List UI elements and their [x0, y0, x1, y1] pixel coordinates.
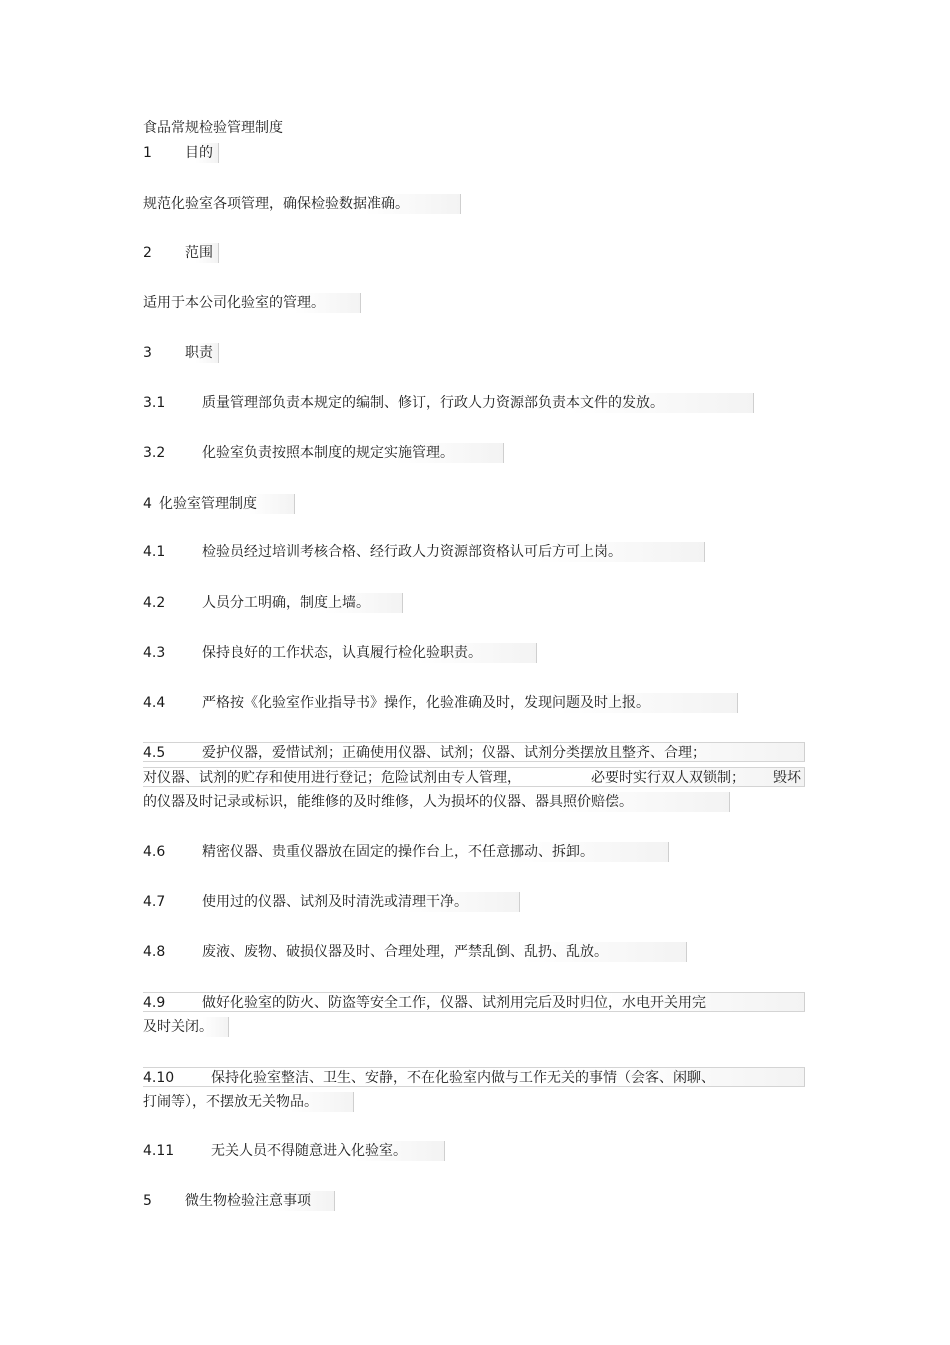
clause-4-5-line-3: 的仪器及时记录或标识，能维修的及时维修，人为损坏的仪器、器具照价赔偿。 — [143, 792, 730, 812]
section-2-heading — [143, 243, 219, 263]
section-4-heading — [143, 494, 295, 514]
clause-text: 使用过的仪器、试剂及时清洗或清理干净。 — [202, 894, 468, 910]
clause-4-9-line-1 — [143, 992, 805, 1012]
clause-4-10-line-2: 打闹等），不摆放无关物品。 — [143, 1092, 354, 1112]
section-1-heading — [143, 143, 219, 163]
section-number: 1 — [143, 145, 152, 161]
section-label: 化验室管理制度 — [159, 496, 257, 512]
clause-4-1 — [143, 542, 705, 562]
clause-text-part-c: 毁坏 — [773, 770, 801, 786]
clause-4-5-line-2 — [143, 767, 805, 787]
clause-number: 3.1 — [143, 395, 166, 411]
clause-text: 保持良好的工作状态，认真履行检化验职责。 — [202, 645, 482, 661]
clause-3-2 — [143, 443, 504, 463]
section-label: 职责 — [185, 345, 213, 361]
clause-3-1 — [143, 393, 754, 413]
clause-number: 4.9 — [143, 995, 166, 1011]
section-3-heading — [143, 343, 219, 363]
clause-number: 4.4 — [143, 695, 166, 711]
clause-number: 4.5 — [143, 745, 166, 761]
clause-number: 4.10 — [143, 1070, 175, 1086]
clause-4-2 — [143, 593, 403, 613]
section-label: 目的 — [185, 145, 213, 161]
clause-text: 爱护仪器，爱惜试剂；正确使用仪器、试剂；仪器、试剂分类摆放且整齐、合理； — [202, 745, 706, 761]
clause-number: 4.6 — [143, 844, 166, 860]
clause-number: 4.7 — [143, 894, 166, 910]
clause-4-11 — [143, 1141, 445, 1161]
clause-text: 化验室负责按照本制度的规定实施管理。 — [202, 445, 454, 461]
section-number: 4 — [143, 496, 152, 512]
clause-4-5-line-1 — [143, 742, 805, 762]
clause-text: 废液、废物、破损仪器及时、合理处理，严禁乱倒、乱扔、乱放。 — [202, 944, 608, 960]
clause-text: 质量管理部负责本规定的编制、修订，行政人力资源部负责本文件的发放。 — [202, 395, 664, 411]
clause-text: 人员分工明确，制度上墙。 — [202, 595, 370, 611]
section-5-heading — [143, 1191, 335, 1211]
section-number: 2 — [143, 245, 152, 261]
clause-text-part-b: 必要时实行双人双锁制； — [591, 770, 745, 786]
clause-4-4 — [143, 693, 738, 713]
section-1-text: 规范化验室各项管理，确保检验数据准确。 — [143, 194, 461, 214]
section-label: 范围 — [185, 245, 213, 261]
clause-4-6 — [143, 842, 669, 862]
clause-4-7 — [143, 892, 520, 912]
clause-number: 4.11 — [143, 1143, 175, 1159]
document-title: 食品常规检验管理制度 — [143, 120, 283, 136]
clause-number: 3.2 — [143, 445, 166, 461]
section-number: 3 — [143, 345, 152, 361]
clause-text: 保持化验室整洁、卫生、安静，不在化验室内做与工作无关的事情（会客、闲聊、 — [211, 1070, 715, 1086]
clause-4-9-line-2: 及时关闭。 — [143, 1017, 229, 1037]
section-2-text: 适用于本公司化验室的管理。 — [143, 293, 361, 313]
clause-text: 做好化验室的防火、防盗等安全工作，仪器、试剂用完后及时归位，水电开关用完 — [202, 995, 706, 1011]
clause-number: 4.3 — [143, 645, 166, 661]
clause-4-3 — [143, 643, 537, 663]
clause-number: 4.1 — [143, 544, 166, 560]
clause-4-10-line-1 — [143, 1067, 805, 1087]
clause-text: 检验员经过培训考核合格、经行政人力资源部资格认可后方可上岗。 — [202, 544, 622, 560]
clause-number: 4.2 — [143, 595, 166, 611]
clause-text: 严格按《化验室作业指导书》操作，化验准确及时，发现问题及时上报。 — [202, 695, 650, 711]
clause-text-part-a: 对仪器、试剂的贮存和使用进行登记；危险试剂由专人管理， — [143, 770, 521, 786]
section-label: 微生物检验注意事项 — [185, 1193, 311, 1209]
clause-4-8 — [143, 942, 687, 962]
clause-text: 无关人员不得随意进入化验室。 — [211, 1143, 407, 1159]
clause-number: 4.8 — [143, 944, 166, 960]
clause-text: 精密仪器、贵重仪器放在固定的操作台上，不任意挪动、拆卸。 — [202, 844, 594, 860]
section-number: 5 — [143, 1193, 152, 1209]
